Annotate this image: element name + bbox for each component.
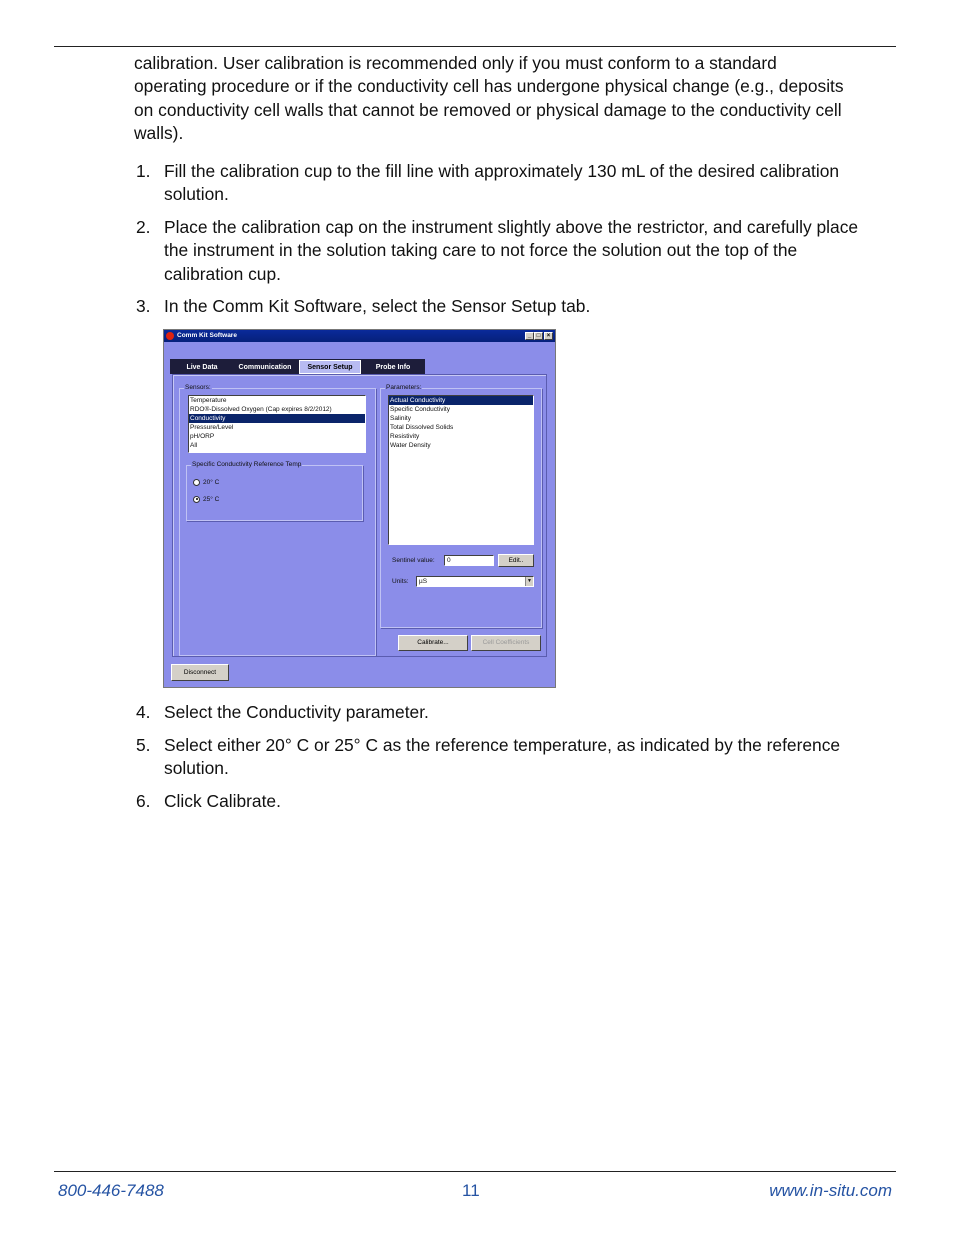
reference-temp-group — [186, 461, 363, 521]
window-titlebar — [164, 330, 555, 342]
parameter-item[interactable]: Resistivity — [390, 433, 420, 440]
parameters-group — [380, 384, 542, 628]
page-number: 11 — [462, 1181, 480, 1200]
sensors-list[interactable] — [188, 395, 366, 453]
step-4 — [134, 701, 864, 724]
parameters-label: Parameters: — [386, 384, 422, 391]
sensors-group — [179, 384, 376, 656]
step-number: 5. — [136, 735, 151, 755]
step-2 — [134, 216, 864, 286]
sensor-item[interactable]: pH/ORP — [190, 433, 215, 440]
units-select[interactable] — [416, 576, 534, 587]
minimize-icon[interactable]: _ — [525, 332, 534, 340]
sensor-setup-panel — [172, 374, 547, 657]
step-6 — [134, 790, 864, 813]
sensor-item[interactable]: RDO®-Dissolved Oxygen (Cap expires 8/2/2012) — [190, 406, 332, 413]
reference-temp-label: Specific Conductivity Reference Temp — [192, 461, 302, 468]
radio-label: 25° C — [203, 496, 220, 503]
footer-rule — [54, 1171, 896, 1172]
sensors-label: Sensors: — [185, 384, 211, 391]
radio-button-selected-icon[interactable] — [193, 496, 200, 503]
tab-communication[interactable]: Communication — [238, 364, 292, 371]
footer-url: www.in-situ.com — [769, 1181, 892, 1200]
step-1 — [134, 160, 864, 207]
sensor-item-selected[interactable]: Conductivity — [189, 414, 365, 423]
parameter-item-selected[interactable]: Actual Conductivity — [389, 396, 533, 405]
radio-25c[interactable] — [193, 495, 219, 504]
parameter-item[interactable]: Total Dissolved Solids — [390, 424, 454, 431]
header-rule — [54, 46, 896, 47]
step-3 — [134, 295, 864, 318]
app-icon — [166, 332, 174, 340]
radio-button-icon[interactable] — [193, 479, 200, 486]
parameter-item[interactable]: Water Density — [390, 442, 431, 449]
radio-20c[interactable] — [193, 478, 219, 487]
calibrate-button[interactable]: Calibrate... — [398, 635, 468, 651]
sentinel-label: Sentinel value: — [392, 557, 435, 564]
tab-probe-info[interactable]: Probe Info — [375, 364, 411, 371]
window-title: Comm Kit Software — [177, 332, 237, 339]
sensor-item[interactable]: Temperature — [190, 397, 227, 404]
units-label: Units: — [392, 578, 409, 585]
tab-live-data[interactable]: Live Data — [186, 364, 218, 371]
step-number: 2. — [136, 217, 151, 237]
step-text: Fill the calibration cup to the fill line with approximately 130 mL of the desired calibration solution. — [164, 161, 840, 205]
parameter-item[interactable]: Salinity — [390, 415, 411, 422]
step-number: 4. — [136, 702, 151, 722]
cell-coefficients-button[interactable]: Cell Coefficients — [471, 635, 541, 651]
step-text: In the Comm Kit Software, select the Sensor Setup tab. — [164, 296, 591, 316]
parameter-item[interactable]: Specific Conductivity — [390, 406, 450, 413]
sensor-item[interactable]: Pressure/Level — [190, 424, 234, 431]
step-text: Place the calibration cap on the instrument slightly above the restrictor, and carefully place the instrument in the solution taking care to not force the solution out the top of the calibration cup. — [164, 217, 859, 284]
units-value: µS — [419, 578, 428, 585]
step-number: 3. — [136, 296, 151, 316]
step-text: Click Calibrate. — [164, 791, 281, 811]
maximize-icon[interactable]: □ — [534, 332, 543, 340]
tab-sensor-setup[interactable]: Sensor Setup — [299, 360, 361, 374]
chevron-down-icon[interactable]: ▼ — [525, 577, 533, 586]
close-icon[interactable]: × — [544, 332, 553, 340]
parameters-list[interactable] — [388, 395, 534, 545]
comm-kit-screenshot — [163, 329, 556, 688]
disconnect-button[interactable]: Disconnect — [171, 664, 229, 681]
sentinel-input[interactable]: 0 — [444, 555, 494, 566]
step-text: Select the Conductivity parameter. — [164, 702, 429, 722]
step-number: 6. — [136, 791, 151, 811]
radio-label: 20° C — [203, 479, 220, 486]
step-number: 1. — [136, 161, 151, 181]
step-5 — [134, 734, 864, 781]
intro-paragraph: calibration. User calibration is recommended only if you must conform to a standard operating procedure or if the conductivity cell has undergone physical change (e.g., deposits on conductivity cell walls that cannot be removed or physical damage to the conductivity cell walls). — [134, 53, 844, 144]
sensor-item[interactable]: All — [190, 442, 198, 449]
step-text: Select either 20° C or 25° C as the reference temperature, as indicated by the reference solution. — [164, 735, 841, 779]
footer-phone: 800-446-7488 — [58, 1181, 164, 1200]
edit-button[interactable]: Edit.. — [498, 554, 534, 567]
